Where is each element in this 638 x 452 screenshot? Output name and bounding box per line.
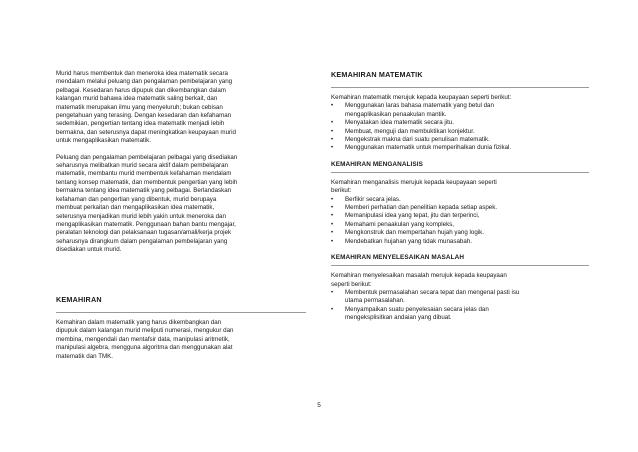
- list-item: • Menyatakan idea matematik secara jitu.: [331, 119, 455, 127]
- list-item: • Memanipulasi idea yang tepat, jitu dan terperinci,: [331, 212, 480, 220]
- list-item: • Memahami penaakulan yang kompleks,: [331, 220, 455, 228]
- list-item: • Mendebatkan hujahan yang tidak munasabah.: [331, 237, 472, 245]
- list-item: • Membentuk permasalahan secara tepat dan mengenal pasti isu utama permasalahan.: [331, 288, 520, 305]
- section-kemahiran-matematik: [331, 70, 589, 153]
- list-item: • Menyampaikan suatu penyelesaian secara jelas dan mengeksplisitkan andaian yang dibuat.: [331, 305, 489, 322]
- bullet: •: [331, 136, 334, 144]
- intro-kemahiran-menyelesaikan-masalah: Kemahiran menyelesaikan masalah merujuk kepada keupayaan seperti berikut:: [331, 272, 507, 288]
- list-kemahiran-menyelesaikan-masalah: [331, 289, 589, 323]
- paragraph-kemahiran: Kemahiran dalam matematik yang harus dikembangkan dan dipupuk dalam kalangan murid meliputi numerasi, mengukur dan membina, mengendali dan mentafsir data, manipulasi aritmetik, manipulasi algebra, mengguna algoritma dan menggunakan alat matematik dan TMK.: [56, 319, 234, 360]
- list-kemahiran-menganalisis: [331, 196, 589, 246]
- heading-kemahiran-menganalisis: KEMAHIRAN MENGANALISIS: [331, 160, 424, 168]
- page-number: 5: [317, 402, 321, 409]
- right-column: [331, 70, 589, 331]
- bullet: •: [331, 204, 334, 212]
- list-item: • Membuat, menguji dan membuktikan konjektur.: [331, 127, 475, 135]
- bullet: •: [331, 220, 334, 228]
- list-item: • Mengekstrak makna dari suatu penulisan matematik.: [331, 136, 490, 144]
- list-item: • Berfikir secara jelas.: [331, 195, 401, 203]
- intro-kemahiran-menganalisis: Kemahiran menganalisis merujuk kepada keupayaan seperti berikut:: [331, 178, 497, 195]
- heading-divider: [56, 312, 306, 313]
- section-kemahiran-menganalisis: [331, 161, 589, 246]
- bullet: •: [331, 212, 334, 220]
- intro-kemahiran-matematik: Kemahiran matematik merujuk kepada keupayaan seperti berikut:: [331, 94, 512, 101]
- bullet: •: [331, 305, 334, 313]
- list-kemahiran-matematik: [331, 102, 589, 152]
- left-column: [56, 70, 306, 255]
- bullet: •: [331, 102, 334, 110]
- list-item: • Menggunakan matematik untuk memperihalkan dunia fizikal.: [331, 144, 512, 152]
- list-item: • Mengkonstruk dan mempertahan hujah yang logik.: [331, 229, 484, 237]
- bullet: •: [331, 144, 334, 152]
- section-kemahiran-menyelesaikan-masalah: [331, 254, 589, 322]
- heading-kemahiran-menyelesaikan-masalah: KEMAHIRAN MENYELESAIKAN MASALAH: [331, 254, 465, 262]
- kemahiran-section-heading: [56, 295, 306, 361]
- heading-kemahiran: KEMAHIRAN: [56, 295, 102, 304]
- heading-divider: [331, 87, 589, 88]
- heading-kemahiran-matematik: KEMAHIRAN MATEMATIK: [331, 70, 423, 79]
- bullet: •: [331, 288, 334, 296]
- bullet: •: [331, 229, 334, 237]
- bullet: •: [331, 119, 334, 127]
- heading-divider: [331, 172, 589, 173]
- bullet: •: [331, 195, 334, 203]
- list-item: • Memberi perhatian dan penelitian kepada setiap aspek.: [331, 204, 498, 212]
- list-item: • Menggunakan laras bahasa matematik yang betul dan mengaplikasikan penaakulan mantik.: [331, 102, 494, 118]
- heading-divider: [331, 265, 589, 266]
- paragraph-meneroka: Murid harus membentuk dan meneroka idea matematik secara mendalam melalui peluang dan pengalaman pembelajaran yang pelbagai. Kesedaran harus dipupuk dan dikembangkan dalam kalangan murid bahawa idea matematik saling berkait, dan matematik merupakan ilmu yang menyeluruh; bukan cebisan pengetahuan yang terasing. Dengan kesedaran dan kefahaman sedemikian, pengertian tentang idea matematik menjadi lebih bermakna, dan seterusnya dapat meningkatkan keupayaan murid untuk mengaplikasikan matematik.: [56, 70, 236, 145]
- paragraph-peluang: Peluang dan pengalaman pembelajaran pelbagai yang disediakan seharusnya melibatkan murid secara aktif dalam pembelajaran matematik, membantu murid membentuk kefahaman mendalam tentang konsep matematik, dan membentuk pengertian yang lebih bermakna tentang idea matematik yang pelbagai. Berlandaskan kefahaman dan pengertian yang dibentuk, murid berupaya membuat perkaitan dan mengaplikasikan idea matematik, seterusnya menjadikan murid lebih yakin untuk meneroka dan mengaplikasikan matematik. Penggunaan bahan bantu mengajar, peralatan teknologi dan pelaksanaan tugasan/amali/kerja projek seharusnya dirangkum dalam pengalaman pembelajaran yang disediakan untuk murid.: [56, 153, 238, 254]
- bullet: •: [331, 127, 334, 135]
- bullet: •: [331, 237, 334, 245]
